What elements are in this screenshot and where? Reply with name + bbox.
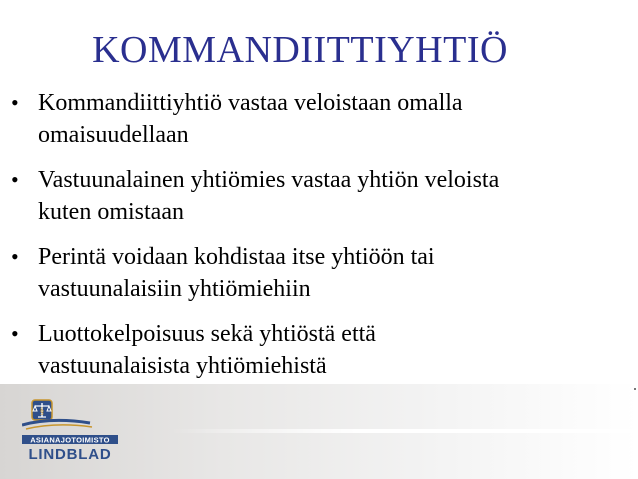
bullet-item bbox=[0, 318, 638, 382]
svg-text:§: § bbox=[39, 406, 45, 416]
company-logo bbox=[22, 399, 118, 463]
bullet-icon: • bbox=[11, 90, 19, 115]
bullet-text-line-1: Vastuunalainen yhtiömies vastaa yhtiön veloista bbox=[38, 167, 500, 193]
bullet-text-line-1: Perintä voidaan kohdistaa itse yhtiöön tai bbox=[38, 244, 435, 270]
bullet-icon: • bbox=[11, 321, 19, 346]
bullet-icon: • bbox=[11, 244, 19, 269]
bullet-text-line-1: Luottokelpoisuus sekä yhtiöstä että bbox=[38, 321, 376, 347]
logo-tagline: ASIANAJOTOIMISTO bbox=[30, 435, 110, 445]
bullet-text-line-2: omaisuudellaan bbox=[38, 122, 189, 148]
bullet-text-line-2: kuten omistaan bbox=[38, 199, 184, 225]
logo-name: LINDBLAD bbox=[28, 446, 112, 463]
slide-title: KOMMANDIITTIYHTIÖ bbox=[92, 29, 508, 71]
bullet-text-line-1: Kommandiittiyhtiö vastaa veloistaan omalla bbox=[38, 90, 463, 116]
bullet-item bbox=[0, 87, 638, 151]
bullet-item bbox=[0, 241, 638, 305]
bullet-item bbox=[0, 164, 638, 228]
bullet-list bbox=[0, 87, 638, 395]
bullet-text-line-2: vastuunalaisista yhtiömiehistä bbox=[38, 353, 327, 379]
bullet-text-line-2: vastuunalaisiin yhtiömiehiin bbox=[38, 276, 311, 302]
logo-graphic bbox=[22, 399, 118, 463]
footer-divider bbox=[170, 429, 638, 433]
corner-marker bbox=[634, 388, 636, 390]
bullet-icon: • bbox=[11, 167, 19, 192]
scales-of-justice-icon bbox=[32, 400, 52, 420]
